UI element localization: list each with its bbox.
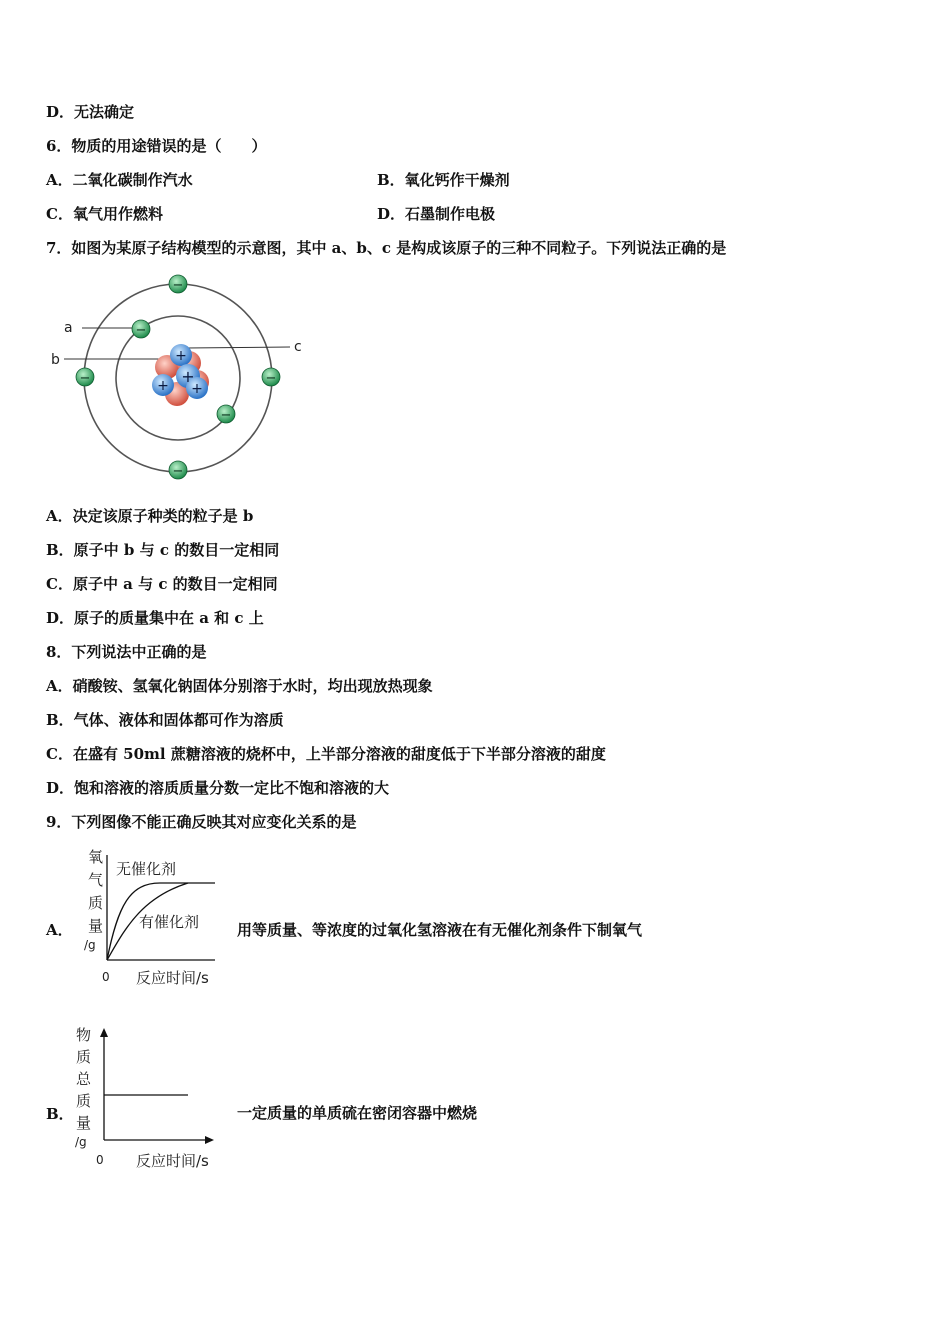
proton-sign: + <box>175 348 187 364</box>
ylabel-char: 质 <box>76 1092 92 1110</box>
q8-option-b: B．气体、液体和固体都可作为溶质 <box>46 711 284 729</box>
curve-label-no-catalyst: 无催化剂 <box>116 860 177 878</box>
x-axis-arrow <box>205 1136 214 1144</box>
label-a: a <box>64 320 73 336</box>
q7-stem: 7．如图为某原子结构模型的示意图，其中 a、b、c 是构成该原子的三种不同粒子。下列说法正确的是 <box>46 239 727 257</box>
y-unit: /g <box>84 938 96 952</box>
label-b: b <box>51 352 60 368</box>
q7-option-b: B．原子中 b 与 c 的数目一定相同 <box>46 541 280 559</box>
ylabel-char: 质 <box>88 894 104 912</box>
y-unit: /g <box>75 1135 87 1149</box>
electron <box>132 320 150 338</box>
q6-stem: 6．物质的用途错误的是（ ） <box>46 137 267 155</box>
q6-option-a: A．二氧化碳制作汽水 <box>46 171 193 189</box>
q6-option-c: C．氧气用作燃料 <box>46 205 163 223</box>
ylabel-char: 气 <box>88 871 104 889</box>
y-axis-arrow <box>100 1028 108 1037</box>
svg-text:−: − <box>172 278 184 293</box>
origin-label: 0 <box>96 1153 104 1167</box>
proton-sign: + <box>157 378 169 394</box>
electron <box>217 405 235 423</box>
q8-option-a: A．硝酸铵、氢氧化钠固体分别溶于水时，均出现放热现象 <box>46 677 433 695</box>
q8-option-d: D．饱和溶液的溶质质量分数一定比不饱和溶液的大 <box>46 779 390 797</box>
q9-option-a-text: 用等质量、等浓度的过氧化氢溶液在有无催化剂条件下制氧气 <box>237 921 643 939</box>
nucleus <box>152 344 209 406</box>
q7-option-d: D．原子的质量集中在 a 和 c 上 <box>46 609 264 627</box>
electron <box>262 368 280 386</box>
ylabel-char: 量 <box>88 917 104 935</box>
q9-option-a-label: A． <box>46 921 73 939</box>
q7-option-c: C．原子中 a 与 c 的数目一定相同 <box>46 575 278 593</box>
electron <box>169 461 187 479</box>
proton-sign: + <box>191 381 203 397</box>
x-axis-label: 反应时间/s <box>136 1152 209 1170</box>
q9-option-b-text: 一定质量的单质硫在密闭容器中燃烧 <box>237 1104 478 1122</box>
q9-graph-a <box>70 845 230 993</box>
q5-option-d: D．无法确定 <box>46 103 135 121</box>
ylabel-char: 总 <box>76 1070 92 1088</box>
q9-stem: 9．下列图像不能正确反映其对应变化关系的是 <box>46 813 357 831</box>
electron <box>76 368 94 386</box>
svg-text:−: − <box>220 408 232 423</box>
ylabel-char: 量 <box>76 1114 92 1132</box>
electron <box>169 275 187 293</box>
q8-stem: 8．下列说法中正确的是 <box>46 643 207 661</box>
q6-option-b: B．氧化钙作干燥剂 <box>377 171 510 189</box>
q9-option-b-label: B． <box>46 1105 74 1123</box>
svg-text:−: − <box>172 464 184 479</box>
svg-text:−: − <box>135 323 147 338</box>
q6-option-d: D．石墨制作电极 <box>377 205 496 223</box>
atom-model-figure <box>40 270 320 490</box>
ylabel-char: 物 <box>76 1026 92 1044</box>
q9-graph-b <box>70 1020 230 1175</box>
label-c: c <box>294 339 302 355</box>
svg-text:−: − <box>79 371 91 386</box>
label-c-line <box>186 347 290 348</box>
svg-text:−: − <box>265 371 277 386</box>
q7-option-a: A．决定该原子种类的粒子是 b <box>46 507 254 525</box>
origin-label: 0 <box>102 970 110 984</box>
ylabel-char: 质 <box>76 1048 92 1066</box>
curve-label-catalyst: 有催化剂 <box>139 913 200 931</box>
ylabel-char: 氧 <box>88 848 104 866</box>
proton-sign: + <box>181 367 195 386</box>
x-axis-label: 反应时间/s <box>136 969 209 987</box>
q8-option-c: C．在盛有 50ml 蔗糖溶液的烧杯中，上半部分溶液的甜度低于下半部分溶液的甜度 <box>46 745 606 763</box>
